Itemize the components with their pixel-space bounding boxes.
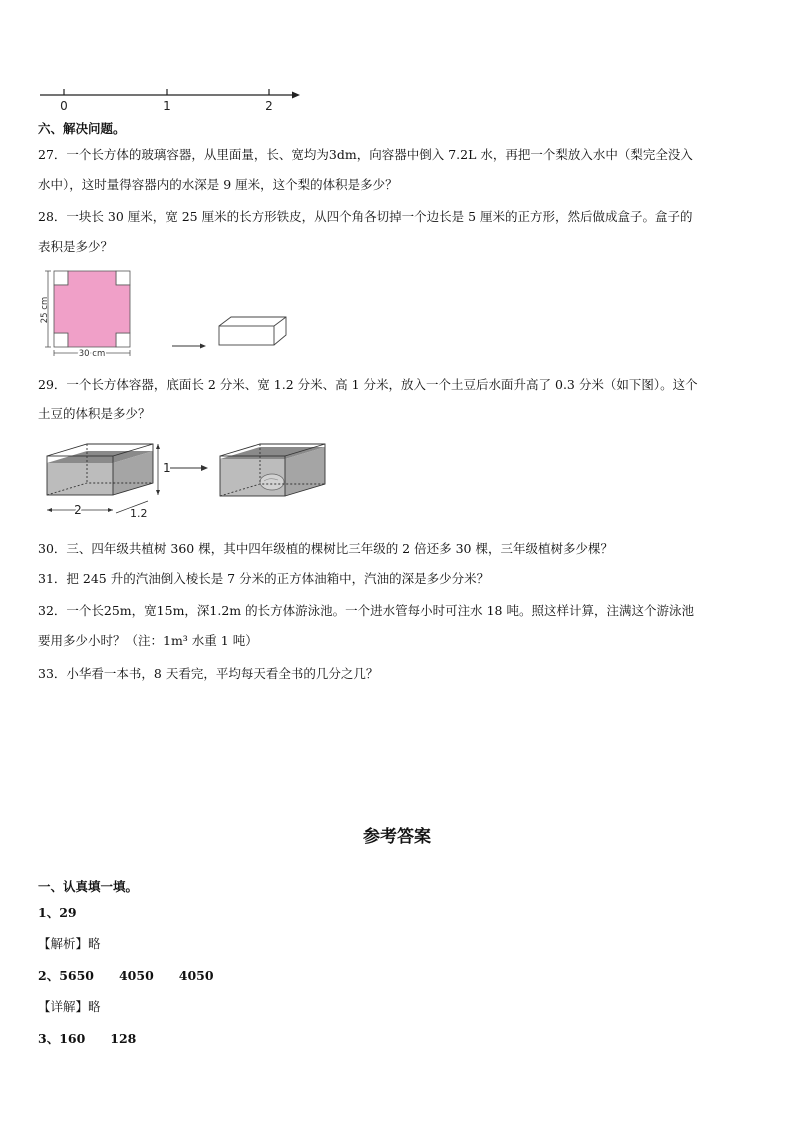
corner-cut-bottom-left <box>54 333 68 347</box>
box-figure <box>219 317 286 345</box>
answer-3: 3、160 128 <box>38 1031 137 1046</box>
width-label: 30 cm <box>78 349 106 359</box>
tick-label-2: 2 <box>265 99 273 113</box>
container-figure <box>40 437 340 523</box>
answer-2-note: 【详解】略 <box>38 999 101 1014</box>
answer-1-note: 【解析】略 <box>38 936 101 951</box>
container-before <box>47 444 153 495</box>
answer-key-title: 参考答案 <box>363 827 431 847</box>
width-label: 1.2 <box>130 507 148 520</box>
height-label: 25 cm <box>40 296 50 324</box>
question-32-line-1: 32．一个长25m，宽15m，深1.2m 的长方体游泳池。一个进水管每小时可注水 18 吨。照这样计算，注满这个游泳池 <box>38 603 694 618</box>
length-label: 2 <box>74 503 82 517</box>
section-heading-6: 六、解决问题。 <box>38 121 126 136</box>
tick-label-0: 0 <box>60 99 68 113</box>
question-32-line-2: 要用多少小时？（注：1m³ 水重 1 吨） <box>38 633 258 648</box>
question-31: 31．把 245 升的汽油倒入棱长是 7 分米的正方体油箱中，汽油的深是多少分米？ <box>38 571 490 586</box>
question-28-line-2: 表积是多少？ <box>38 239 114 254</box>
question-29-line-2: 土豆的体积是多少？ <box>38 406 151 421</box>
question-27-line-1: 27．一个长方体的玻璃容器，从里面量，长、宽均为3dm，向容器中倒入 7.2L 水，再把一个梨放入水中（梨完全没入 <box>38 147 693 162</box>
question-33: 33．小华看一本书，8 天看完，平均每天看全书的几分之几？ <box>38 666 379 681</box>
number-line <box>38 86 302 116</box>
answer-section-1: 一、认真填一填。 <box>38 879 139 894</box>
corner-cut-top-right <box>116 271 130 285</box>
corner-cut-bottom-right <box>116 333 130 347</box>
sheet-figure <box>38 268 298 360</box>
potato-shape <box>260 474 284 490</box>
corner-cut-top-left <box>54 271 68 285</box>
tick-label-1: 1 <box>163 99 171 113</box>
answer-1: 1、29 <box>38 905 77 920</box>
answer-2: 2、5650 4050 4050 <box>38 968 214 983</box>
question-29-line-1: 29．一个长方体容器，底面长 2 分米、宽 1.2 分米、高 1 分米，放入一个土豆后水面升高了 0.3 分米（如下图）。这个 <box>38 377 698 392</box>
height-label: 1 <box>163 461 171 475</box>
container-after <box>220 444 325 496</box>
question-30: 30．三、四年级共植树 360 棵，其中四年级植的棵树比三年级的 2 倍还多 30 棵，三年级植树多少棵？ <box>38 541 613 556</box>
question-28-line-1: 28．一块长 30 厘米，宽 25 厘米的长方形铁皮，从四个角各切掉一个边长是 5 厘米的正方形，然后做成盒子。盒子的 <box>38 209 693 224</box>
question-27-line-2: 水中），这时量得容器内的水深是 9 厘米，这个梨的体积是多少？ <box>38 177 398 192</box>
